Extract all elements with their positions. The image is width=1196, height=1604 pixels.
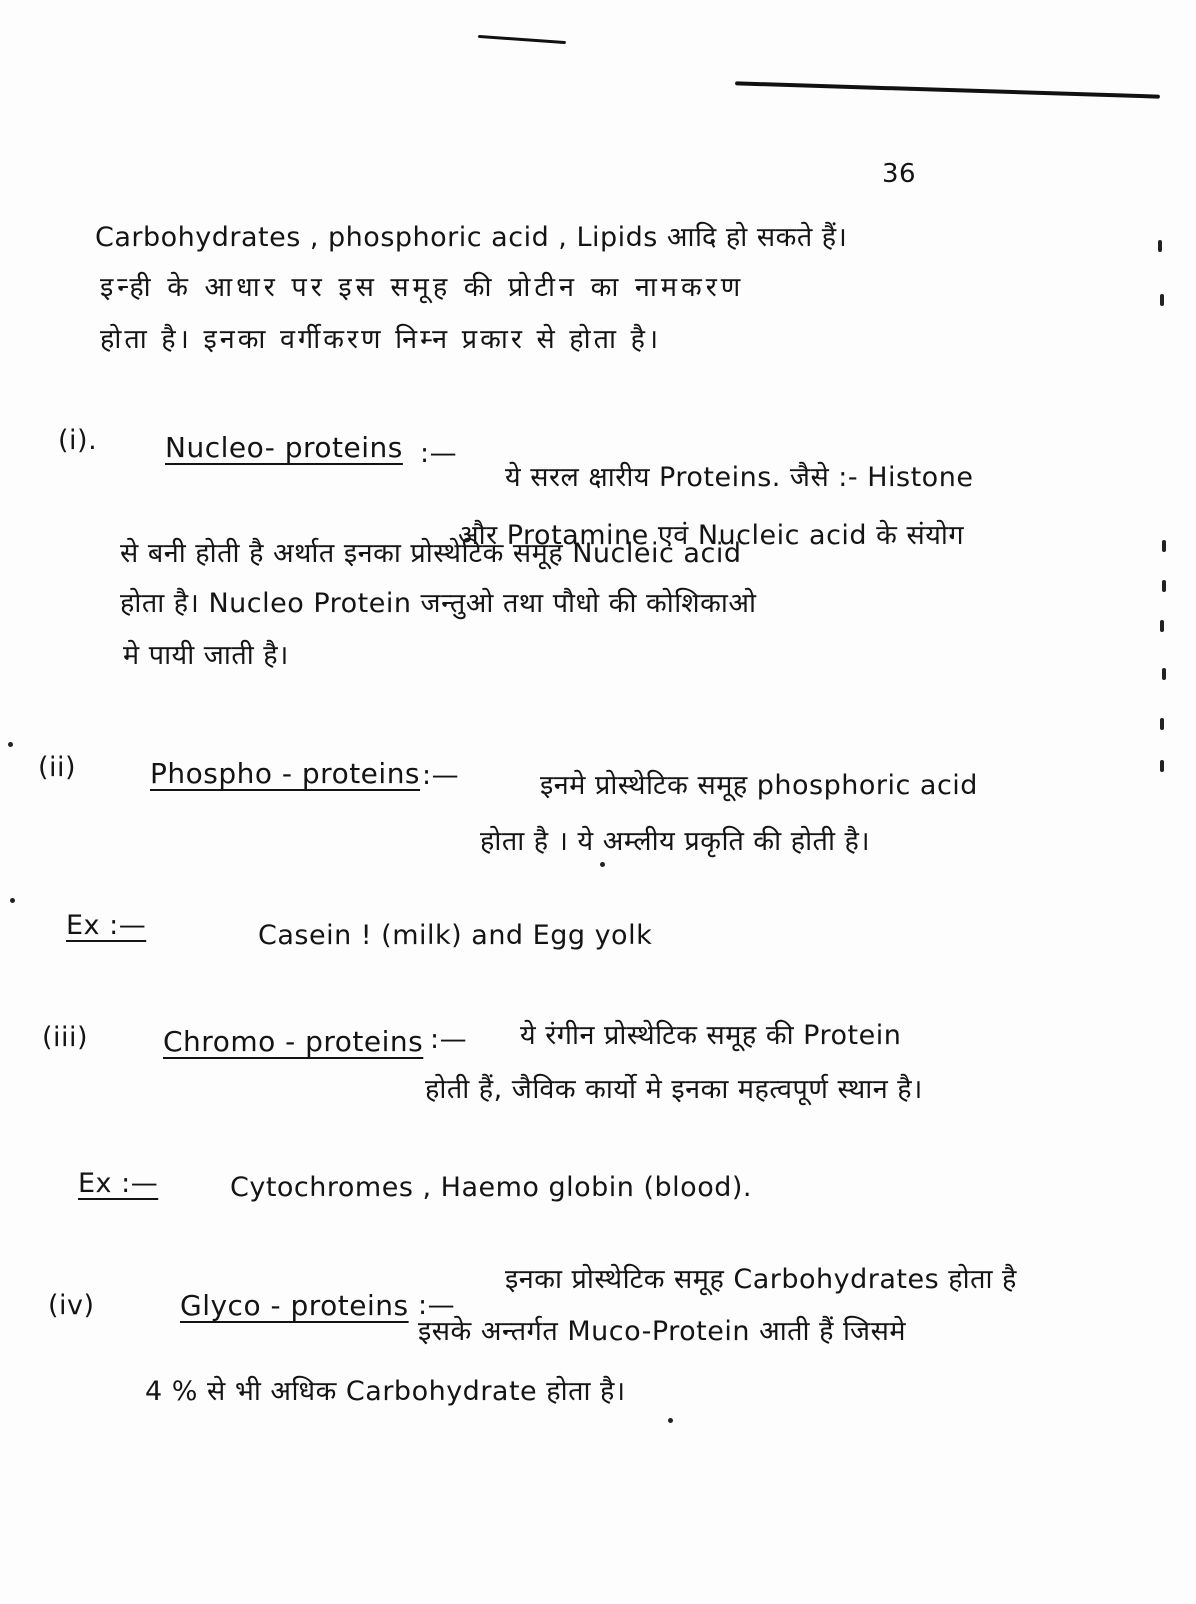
section-4-line-1: इनका प्रोस्थेटिक समूह Carbohydrates होता है: [505, 1264, 1017, 1295]
margin-mark: [1158, 240, 1162, 252]
section-3-line-2: होती हैं, जैविक कार्यो मे इनका महत्वपूर्ण स्थान है।: [425, 1074, 923, 1105]
intro-line-2: इन्ही के आधार पर इस समूह की प्रोटीन का नामकरण: [100, 272, 745, 303]
section-2-line-2: होता है । ये अम्लीय प्रकृति की होती है।: [480, 826, 871, 857]
section-3-heading: Chromo - proteins: [163, 1025, 424, 1058]
intro-line-1: Carbohydrates , phosphoric acid , Lipids आदि हो सकते हैं।: [95, 222, 848, 253]
scan-speck: [600, 862, 605, 867]
section-3-numeral: (iii): [42, 1022, 89, 1053]
scan-stroke-short: [478, 35, 566, 44]
page-number: 36: [882, 159, 917, 189]
section-1-numeral: (i).: [58, 425, 98, 456]
section-4-line-2: इसके अन्तर्गत Muco-Protein आती हैं जिसमे: [418, 1316, 906, 1347]
margin-mark: [1160, 620, 1164, 632]
margin-mark: [1160, 294, 1164, 306]
margin-mark: [1160, 760, 1164, 772]
intro-line-3: होता है। इनका वर्गीकरण निम्न प्रकार से होता है।: [100, 324, 662, 355]
section-4-numeral: (iv): [48, 1290, 95, 1321]
margin-mark: [1162, 540, 1166, 552]
example-2-text: Cytochromes , Haemo globin (blood).: [230, 1172, 752, 1203]
scan-stroke-long: [735, 81, 1160, 98]
section-1-separator: :—: [420, 438, 458, 469]
margin-mark: [1162, 580, 1166, 592]
section-1-line-3: से बनी होती है अर्थात इनका प्रोस्थेटिक समूह Nucleic acid: [120, 538, 742, 569]
section-2-heading: Phospho - proteins: [150, 757, 421, 790]
section-2-separator: :—: [422, 760, 460, 791]
section-4-heading: Glyco - proteins: [180, 1289, 409, 1322]
section-3-separator: :—: [430, 1024, 468, 1055]
section-1-heading: Nucleo- proteins: [165, 431, 403, 464]
section-1-line-1: ये सरल क्षारीय Proteins. जैसे :- Histone: [505, 462, 974, 493]
section-1-line-4: होता है। Nucleo Protein जन्तुओ तथा पौधो की कोशिकाओ: [120, 588, 757, 619]
section-4-line-3: 4 % से भी अधिक Carbohydrate होता है।: [145, 1376, 626, 1407]
example-1-label: Ex :—: [66, 910, 147, 941]
margin-mark: [1160, 718, 1164, 730]
section-1-line-2: और Protamine एवं Nucleic acid के संयोग: [458, 520, 965, 551]
section-2-line-1: इनमे प्रोस्थेटिक समूह phosphoric acid: [540, 770, 978, 801]
example-2-label: Ex :—: [78, 1168, 159, 1199]
scan-speck: [668, 1418, 673, 1423]
section-4-separator: :—: [418, 1290, 456, 1321]
example-1-text: Casein ! (milk) and Egg yolk: [258, 920, 653, 951]
scan-speck: [8, 742, 13, 747]
section-3-line-1: ये रंगीन प्रोस्थेटिक समूह की Protein: [520, 1020, 902, 1051]
scan-speck: [10, 898, 15, 903]
margin-mark: [1162, 668, 1166, 680]
section-1-line-5: मे पायी जाती है।: [123, 640, 289, 671]
section-2-numeral: (ii): [38, 752, 77, 783]
